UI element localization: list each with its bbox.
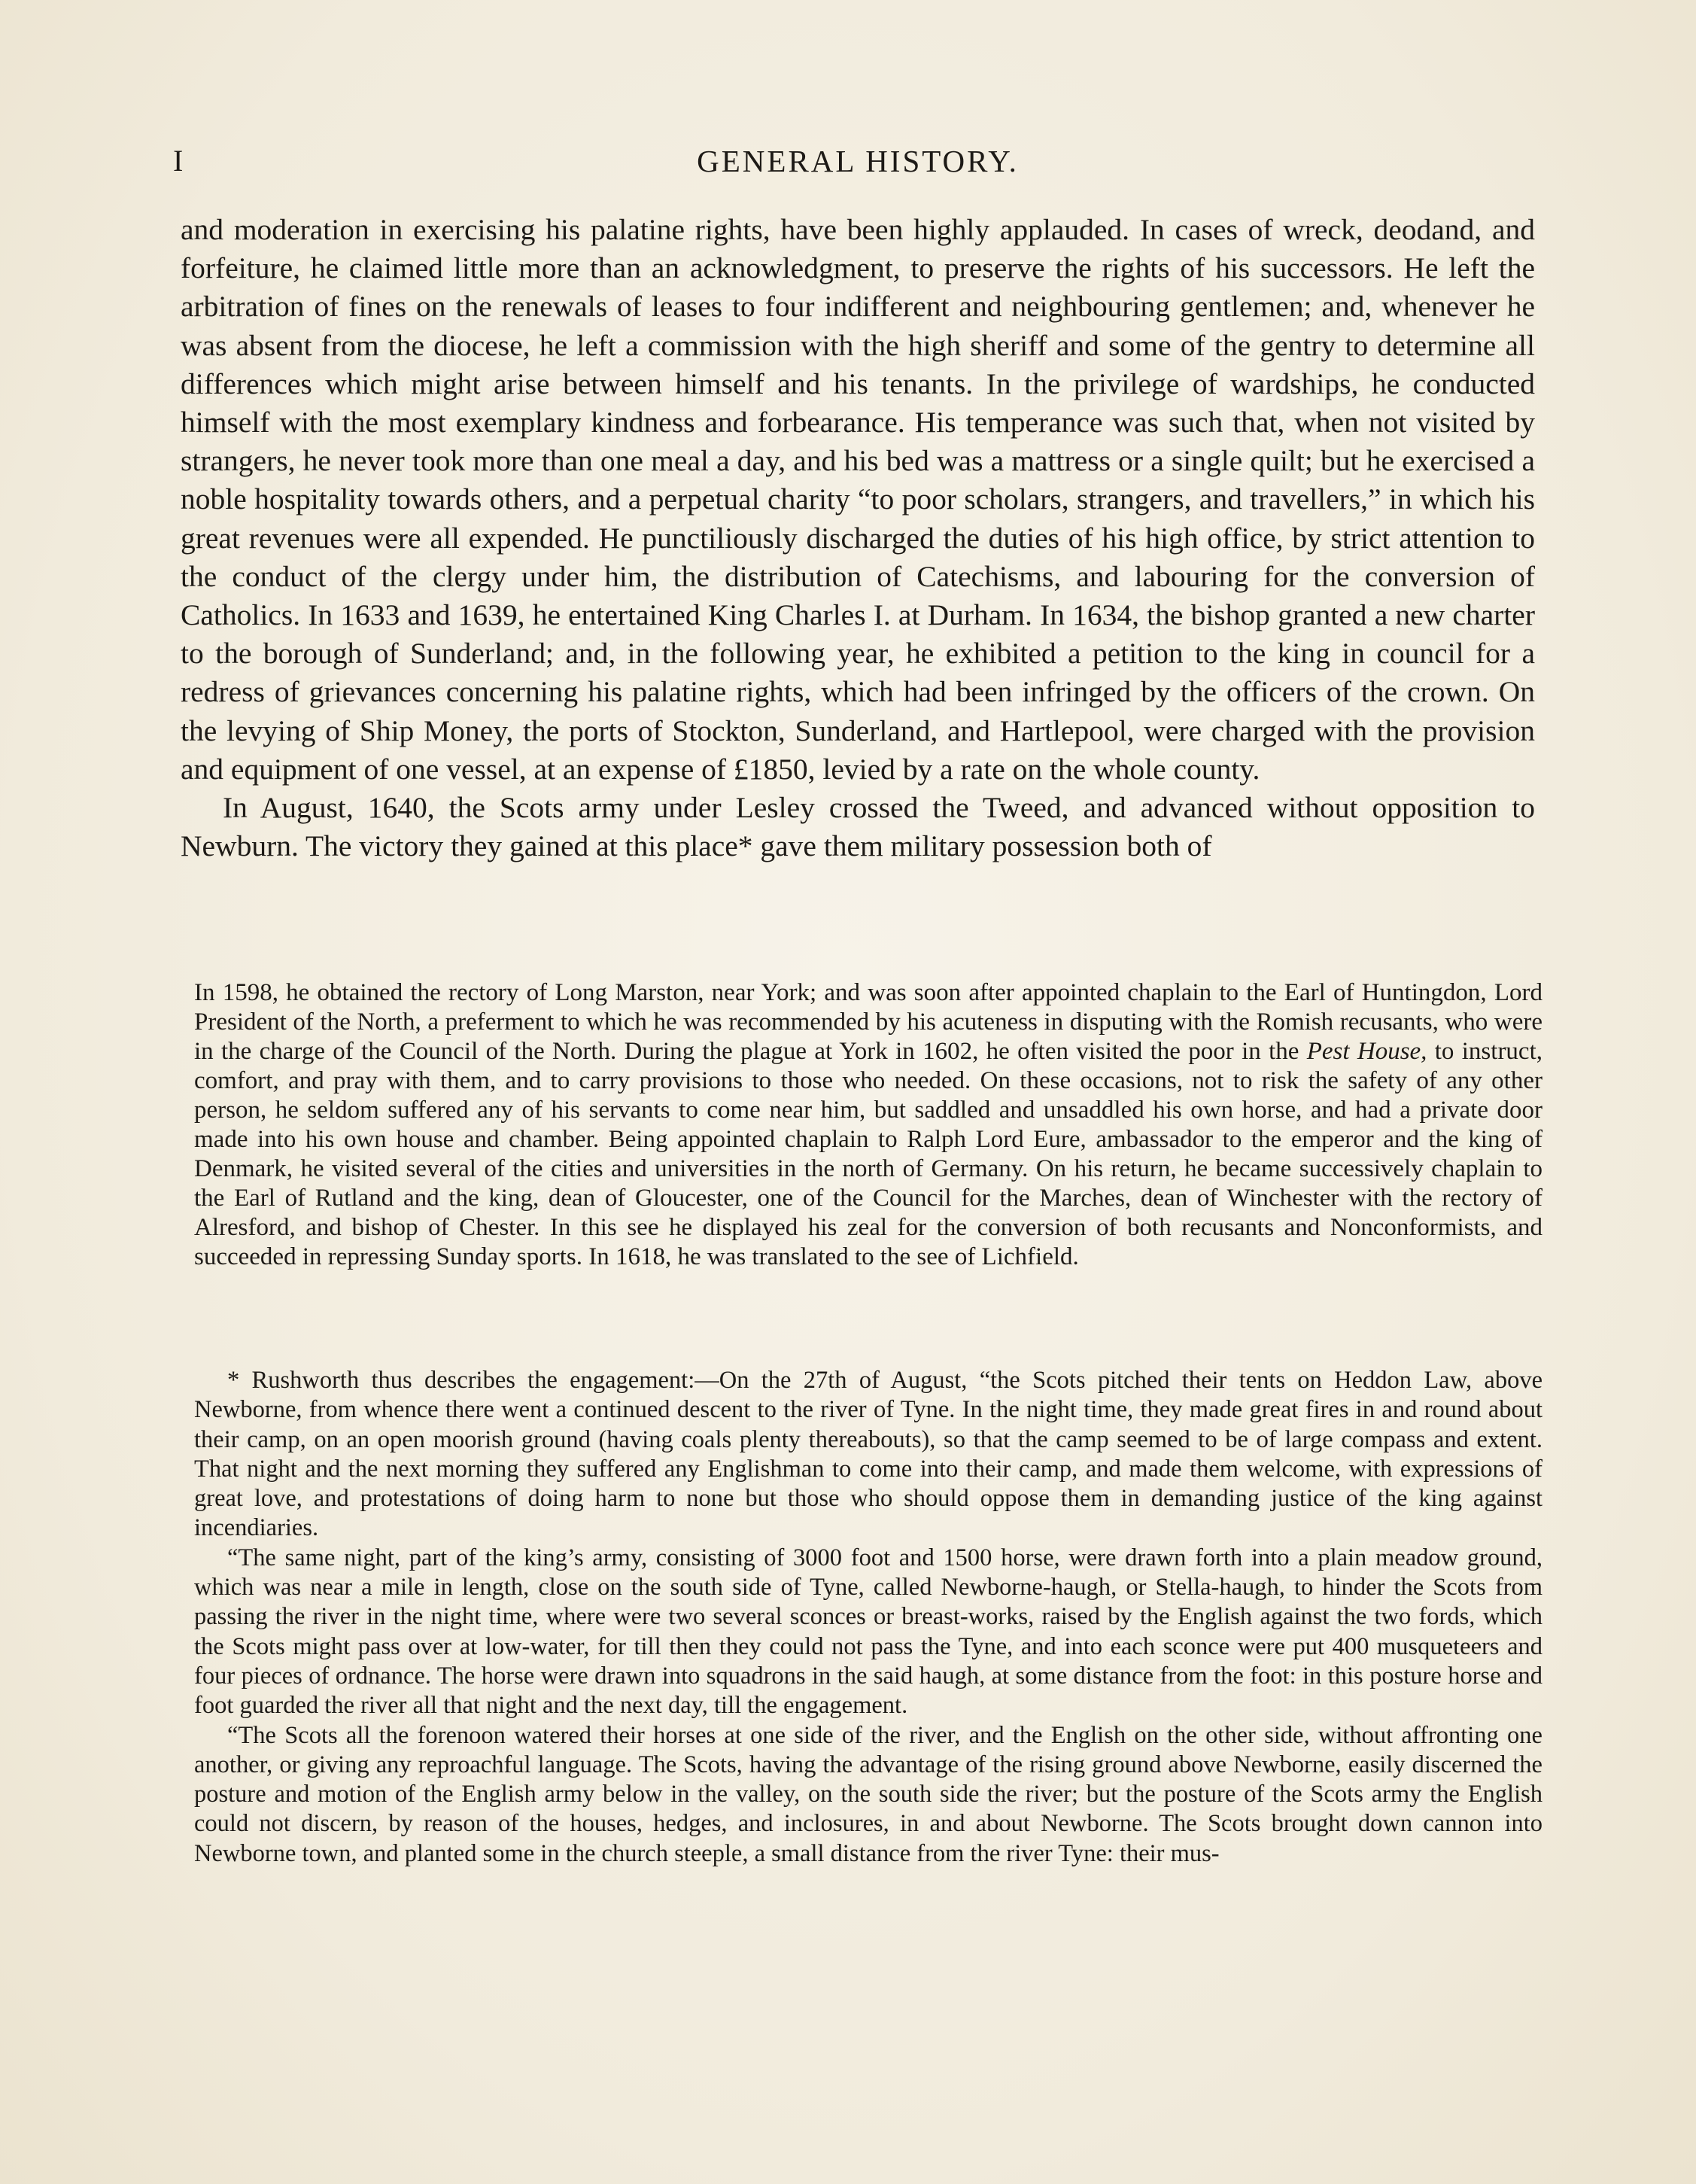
footnote-paragraph: “The Scots all the forenoon watered their horses at one side of the river, and the English on the other side, without affronting one another, or giving any reproachful language. The Scots, having the advantage of the rising ground above Newborne, easily discerned the posture and motion of the English army below in the valley, on the south side the river; but the posture of the Scots army the English could not discern, by reason of the houses, hedges, and inclosures, in and about Newborne. The Scots brought down cannon into Newborne town, and planted some in the church steeple, a small distance from the river Tyne: their mus- [194, 1721, 1543, 1867]
footnote-paragraph: “The same night, part of the king’s army, consisting of 3000 foot and 1500 horse, were drawn forth into a plain meadow ground, which was near a mile in length, close on the south side of Tyne, called Newborne-haugh, or Stella-haugh, to hinder the Scots from passing the river in the night time, where were two several sconces or breast-works, raised by the English against the two fords, which the Scots might pass over at low-water, for till then they could not pass the Tyne, and into each sconce were put 400 musqueteers and four pieces of ordnance. The horse were drawn into squadrons in the said haugh, at some distance from the foot: in this posture horse and foot guarded the river all that night and the next day, till the engagement. [194, 1544, 1543, 1720]
main-text [181, 211, 1535, 865]
footnote-biography [194, 978, 1543, 1272]
footnote-rushworth [194, 1366, 1543, 1869]
footnote-paragraph: * Rushworth thus describes the engagement:—On the 27th of August, “the Scots pitched their tents on Heddon Law, above Newborne, from whence there went a continued descent to the river of Tyne. In the night time, they made great fires in and round about their camp, on an open moorish ground (having coals plenty thereabouts), so that the camp seemed to be of large compass and extent. That night and the next morning they suffered any Englishman to come into their camp, and made them welcome, with expressions of great love, and protestations of doing harm to none but those who should oppose them in demanding justice of the king against incendiaries. [194, 1367, 1543, 1542]
footnote-text: to instruct, comfort, and pray with them, and to carry provisions to those who needed. On these occasions, not to risk the safety of any other person, he seldom suffered any of his servants to come near him, but saddled and unsaddled his own horse, and had a private door made into his own house and chamber. Being appointed chaplain to Ralph Lord Eure, ambassador to the emperor and the king of Denmark, he visited several of the cities and universities in the north of Germany. On his return, he became successively chaplain to the Earl of Rutland and the king, dean of Gloucester, one of the Council for the Marches, dean of Winchester with the rectory of Alresford, and bishop of Chester. In this see he displayed his zeal for the conversion of both recusants and Nonconformists, and succeeded in repressing Sunday sports. In 1618, he was translated to the see of Lichfield. [194, 1038, 1543, 1270]
footnote-italic-text: Pest House, [1306, 1038, 1427, 1065]
page-number: I [173, 144, 184, 178]
footnote-text: In 1598, he obtained the rectory of Long Marston, near York; and was soon after appointed chaplain to the Earl of Huntingdon, Lord President of the North, a preferment to which he was recommended by his acuteness in disputing with the Romish recusants, who were in the charge of the Council of the North. During the plague at York in 1602, he often visited the poor in the [194, 979, 1543, 1065]
running-head: GENERAL HISTORY. [697, 144, 1019, 178]
main-paragraph: and moderation in exercising his palatine rights, have been highly applauded. In cases of wreck, deodand, and forfeiture, he claimed little more than an acknowledgment, to preserve the rights of his successors. He left the arbitration of fines on the renewals of leases to four indifferent and neighbouring gentlemen; and, whenever he was absent from the diocese, he left a commission with the high sheriff and some of the gentry to determine all differences which might arise between himself and his tenants. In the privilege of wardships, he conducted himself with the most exemplary kindness and forbearance. His temperance was such that, when not visited by strangers, he never took more than one meal a day, and his bed was a mattress or a single quilt; but he exercised a noble hospitality towards others, and a perpetual charity “to poor scholars, strangers, and travellers,” in which his great revenues were all expended. He punctiliously discharged the duties of his high office, by strict attention to the conduct of the clergy under him, the distribution of Catechisms, and labouring for the conversion of Catholics. In 1633 and 1639, he entertained King Charles I. at Durham. In 1634, the bishop granted a new charter to the borough of Sunderland; and, in the following year, he exhibited a petition to the king in council for a redress of grievances concerning his palatine rights, which had been infringed by the officers of the crown. On the levying of Ship Money, the ports of Stockton, Sunderland, and Hartlepool, were charged with the provision and equipment of one vessel, at an expense of £1850, levied by a rate on the whole county. [181, 213, 1535, 786]
page-header [173, 143, 1543, 181]
footnote-paragraph [194, 978, 1543, 1272]
main-paragraph: In August, 1640, the Scots army under Lesley crossed the Tweed, and advanced without opposition to Newburn. The victory they gained at this place* gave them military possession both of [181, 791, 1535, 863]
